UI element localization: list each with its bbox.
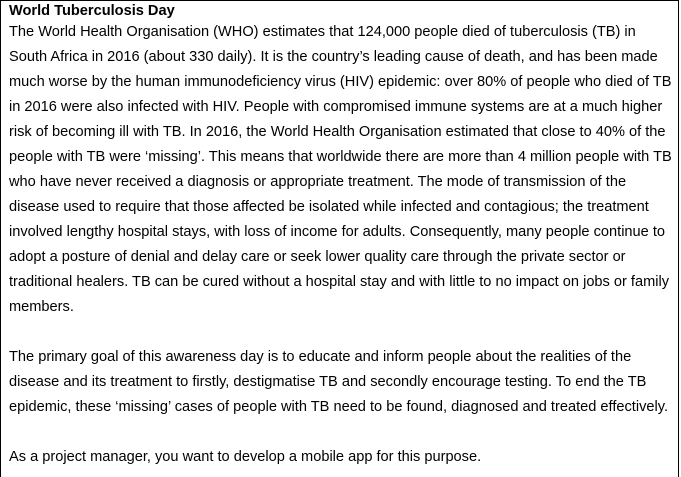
text-line: traditional healers. TB can be cured without a hospital stay and with little to no impact on jobs or family <box>9 274 670 290</box>
text-line: people with TB were ‘missing’. This means that worldwide there are more than 4 million people with TB <box>9 149 672 165</box>
text-line: much worse by the human immunodeficiency virus (HIV) epidemic: over 80% of people who died of TB <box>9 74 672 90</box>
text-line: members. <box>9 299 74 315</box>
text-line: epidemic, these ‘missing’ cases of people with TB need to be found, diagnosed and treated effectively. <box>9 399 669 415</box>
text-line: South Africa in 2016 (about 330 daily). It is the country’s leading cause of death, and has been made <box>9 49 658 65</box>
text-line: risk of becoming ill with TB. In 2016, the World Health Organisation estimated that close to 40% of the <box>9 124 666 140</box>
text-line: The World Health Organisation (WHO) estimates that 124,000 people died of tuberculosis (TB) in <box>9 24 636 40</box>
text-line: involved lengthy hospital stays, with loss of income for adults. Consequently, many people continue to <box>9 224 666 240</box>
paragraph-1 <box>9 20 677 320</box>
text-line: disease and its treatment to firstly, destigmatise TB and secondly encourage testing. To end the TB <box>9 374 647 390</box>
paragraph-3 <box>9 445 677 470</box>
text-line: adopt a posture of denial and delay care or seek lower quality care through the private sector or <box>9 249 626 265</box>
paragraph-2 <box>9 345 677 420</box>
text-line: who have never received a diagnosis or appropriate treatment. The mode of transmission of the <box>9 174 627 190</box>
document-title: World Tuberculosis Day <box>9 3 175 19</box>
paragraph-spacer <box>9 320 677 345</box>
document-body <box>9 2 677 470</box>
text-line: disease used to require that those affected be isolated while infected and contagious; the treatment <box>9 199 649 215</box>
text-line: As a project manager, you want to develop a mobile app for this purpose. <box>9 449 482 465</box>
text-line: in 2016 were also infected with HIV. People with compromised immune systems are at a much higher <box>9 99 663 115</box>
paragraph-spacer <box>9 420 677 445</box>
text-line: The primary goal of this awareness day is to educate and inform people about the realities of the <box>9 349 632 365</box>
